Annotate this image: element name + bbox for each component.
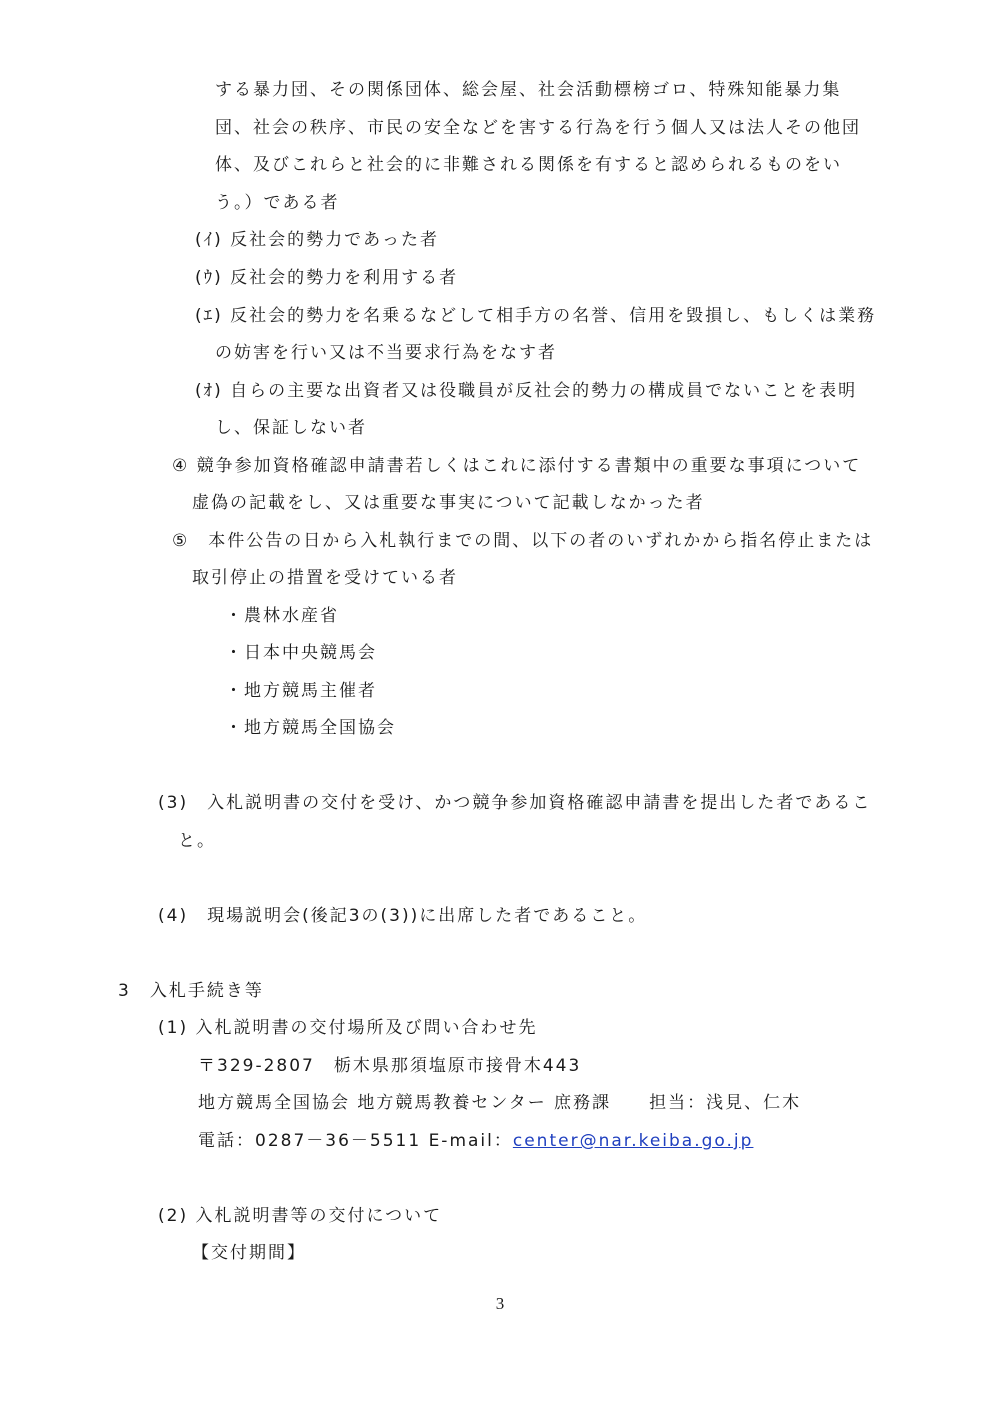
list-item: (ｴ) 反社会的勢力を名乗るなどして相手方の名誉、信用を毀損し、もしくは業務 xyxy=(195,306,877,326)
text-line: と。 xyxy=(178,831,216,851)
text-line: の妨害を行い又は不当要求行為をなす者 xyxy=(215,343,557,363)
list-item: (ｳ) 反社会的勢力を利用する者 xyxy=(195,268,459,288)
address-line: 〒329-2807 栃木県那須塩原市接骨木443 xyxy=(198,1056,582,1076)
clause-item: (1) 入札説明書の交付場所及び問い合わせ先 xyxy=(158,1018,538,1038)
text-line: し、保証しない者 xyxy=(215,418,367,438)
list-item: (ｲ) 反社会的勢力であった者 xyxy=(195,230,439,250)
bullet-item: ・地方競馬主催者 xyxy=(225,681,377,701)
contact-line xyxy=(198,1129,753,1153)
list-item: (ｵ) 自らの主要な出資者又は役職員が反社会的勢力の構成員でないことを表明 xyxy=(195,381,858,401)
text-line: 取引停止の措置を受けている者 xyxy=(192,568,458,588)
subheading: 【交付期間】 xyxy=(192,1243,306,1263)
phone-text: 電話：0287－36－5511 E-mail： xyxy=(198,1131,513,1151)
text-line: 虚偽の記載をし、又は重要な事実について記載しなかった者 xyxy=(192,493,705,513)
text-line: う。）である者 xyxy=(215,193,340,213)
list-item: ④ 競争参加資格確認申請書若しくはこれに添付する書類中の重要な事項について xyxy=(172,456,862,476)
section-heading: 3 入札手続き等 xyxy=(118,981,264,1001)
page-number: 3 xyxy=(495,1294,505,1313)
text-line: 体、及びこれらと社会的に非難される関係を有すると認められるものをい xyxy=(215,155,842,175)
email-link[interactable]: center@nar.keiba.go.jp xyxy=(512,1131,754,1151)
office-line: 地方競馬全国協会 地方競馬教養センター 庶務課 担当：浅見、仁木 xyxy=(198,1093,802,1113)
text-line: 団、社会の秩序、市民の安全などを害する行為を行う個人又は法人その他団 xyxy=(215,118,861,138)
bullet-item: ・日本中央競馬会 xyxy=(225,643,377,663)
list-item: ⑤ 本件公告の日から入札執行までの間、以下の者のいずれかから指名停止または xyxy=(172,531,874,551)
clause-item: (3) 入札説明書の交付を受け、かつ競争参加資格確認申請書を提出した者であるこ xyxy=(158,793,872,813)
bullet-item: ・農林水産省 xyxy=(225,606,339,626)
clause-item: (2) 入札説明書等の交付について xyxy=(158,1206,443,1226)
text-line: する暴力団、その関係団体、総会屋、社会活動標榜ゴロ、特殊知能暴力集 xyxy=(215,80,842,100)
bullet-item: ・地方競馬全国協会 xyxy=(225,718,396,738)
clause-item: (4) 現場説明会(後記3の(3))に出席した者であること。 xyxy=(158,906,648,926)
